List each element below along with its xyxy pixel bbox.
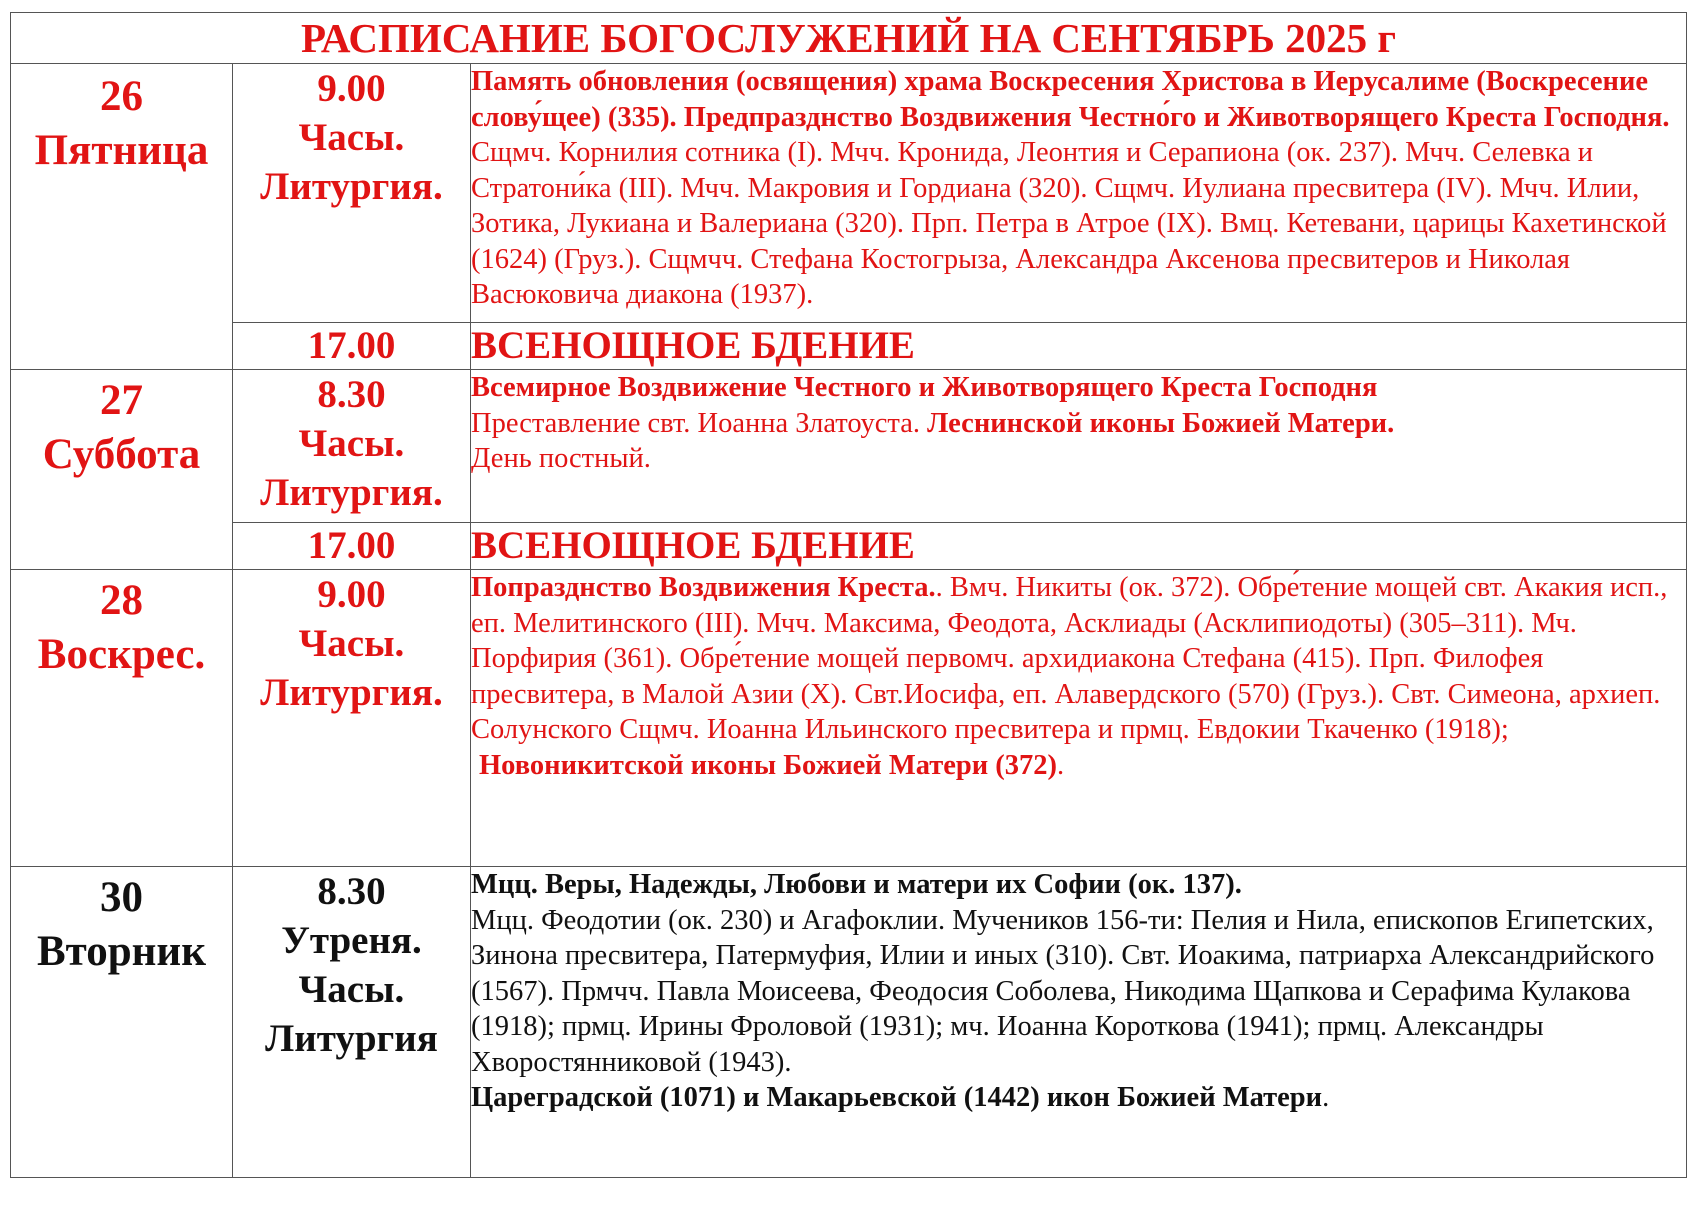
service-time-cell bbox=[233, 867, 471, 1178]
vigil-time: 17.00 bbox=[233, 323, 471, 370]
service-time: 8.30 bbox=[317, 373, 386, 416]
feast-title: Попразднство Воздвижения Креста. bbox=[471, 572, 936, 603]
vigil-title: ВСЕНОЩНОЕ БДЕНИЕ bbox=[471, 523, 1687, 570]
day-weekday: Суббота bbox=[42, 431, 201, 478]
day-weekday: Пятница bbox=[34, 127, 209, 174]
icon-feast: Леснинской иконы Божией Матери. bbox=[927, 407, 1395, 439]
page-title: РАСПИСАНИЕ БОГОСЛУЖЕНИЙ НА СЕНТЯБРЬ 2025 г bbox=[11, 13, 1687, 64]
commemoration-cell bbox=[471, 370, 1687, 523]
feast-title: Память обновления (освящения) храма Воскресения Христова в Иерусалиме (Воскресение слову́щее) (335). Предпразднство Воздвижения Честно́го и Животворящего Креста Господня. bbox=[471, 66, 1670, 133]
commemoration-cell bbox=[471, 867, 1687, 1178]
service-time: 8.30 bbox=[317, 870, 386, 913]
vigil-row-27 bbox=[11, 523, 1687, 570]
feast-title: Всемирное Воздвижение Честного и Животворящего Креста Господня bbox=[471, 372, 1378, 403]
icon-feast: Цареградской (1071) и Макарьевской (1442) икон Божией Матери bbox=[471, 1082, 1323, 1113]
commemoration-text: . Вмч. Никиты (ок. 372). Обре́тение мощей свт. Акакия исп., еп. Мелитинского (III). Мчч. Максима, Феодота, Асклиады (Асклипиодоты) (305–311). Мч. Порфирия (361). Обре́тение мощей первомч. архидиакона Стефана (415). Прп. Филофея пресвитера, в Малой Азии (X). Свт.Иосифа, еп. Алавердского (570) (Груз.). Свт. Симеона, архиеп. Солунского Сщмч. Иоанна Ильинского пресвитера и прмц. Евдокии Ткаченко (1918); bbox=[471, 572, 1668, 745]
icon-feast-end: . bbox=[1322, 1082, 1330, 1113]
service-name: Часы. bbox=[298, 116, 405, 159]
service-name: Часы. bbox=[298, 622, 405, 665]
service-time: 9.00 bbox=[317, 573, 386, 616]
day-weekday: Воскрес. bbox=[37, 631, 206, 678]
commemoration-text: Сщмч. Корнилия сотника (I). Мчч. Кронида, Леонтия и Серапиона (ок. 237). Мчч. Селевка и Стратони́ка (III). Мчч. Макровия и Гордиана (320). Сщмч. Иулиана пресвитера (IV). Мчч. Илии, Зотика, Лукиана и Валериана (320). Прп. Петра в Атрое (IX). Вмц. Кетевани, царицы Кахетинской (1624) (Груз.). Сщмчч. Стефана Костогрыза, Александра Аксенова пресвитеров и Николая Васюковича диакона (1937). bbox=[471, 137, 1667, 310]
day-row-28 bbox=[11, 570, 1687, 867]
commemoration-text: Мцц. Феодотии (ок. 230) и Агафоклии. Мучеников 156-ти: Пелия и Нила, епископов Египетских, Зинона пресвитера, Патермуфия, Илии и иных (310). Свт. Иоакима, патриарха Александрийского (1567). Прмчч. Павла Моисеева, Феодосия Соболева, Никодима Щапкова и Серафима Кулакова (1918); прмц. Ирины Фроловой (1931); мч. Иоанна Короткова (1941); прмц. Александры Хворостянниковой (1943). bbox=[471, 904, 1655, 1078]
commemoration-cell bbox=[471, 64, 1687, 323]
vigil-row-26 bbox=[11, 323, 1687, 370]
day-date: 28 bbox=[100, 577, 143, 624]
service-time-cell bbox=[233, 370, 471, 523]
day-date: 30 bbox=[100, 874, 143, 921]
day-row-30 bbox=[11, 867, 1687, 1178]
day-row-27 bbox=[11, 370, 1687, 523]
day-cell bbox=[11, 570, 233, 867]
fast-note: День постный. bbox=[471, 443, 651, 474]
service-name: Утреня. bbox=[281, 919, 422, 962]
icon-feast-end: . bbox=[1057, 749, 1065, 781]
day-cell bbox=[11, 370, 233, 570]
service-name: Литургия. bbox=[260, 671, 443, 714]
day-cell bbox=[11, 867, 233, 1178]
service-time-cell bbox=[233, 570, 471, 867]
service-name: Часы. bbox=[298, 968, 405, 1011]
day-date: 27 bbox=[100, 377, 143, 424]
service-name: Литургия bbox=[265, 1017, 438, 1060]
vigil-title: ВСЕНОЩНОЕ БДЕНИЕ bbox=[471, 323, 1687, 370]
schedule-table bbox=[10, 12, 1687, 1178]
icon-feast: Новоникитской иконы Божией Матери (372) bbox=[479, 749, 1058, 781]
day-weekday: Вторник bbox=[37, 928, 206, 975]
day-cell bbox=[11, 64, 233, 370]
commemoration-cell bbox=[471, 570, 1687, 867]
day-date: 26 bbox=[100, 73, 143, 120]
service-time-cell bbox=[233, 64, 471, 323]
service-name: Литургия. bbox=[260, 471, 443, 514]
service-name: Литургия. bbox=[260, 165, 443, 208]
commemoration-text: Преставление свт. Иоанна Златоуста. bbox=[471, 407, 921, 439]
service-name: Часы. bbox=[298, 422, 405, 465]
day-row-26 bbox=[11, 64, 1687, 323]
title-row bbox=[11, 13, 1687, 64]
service-time: 9.00 bbox=[317, 67, 386, 110]
feast-title: Мцц. Веры, Надежды, Любови и матери их Софии (ок. 137). bbox=[471, 869, 1242, 900]
vigil-time: 17.00 bbox=[233, 523, 471, 570]
